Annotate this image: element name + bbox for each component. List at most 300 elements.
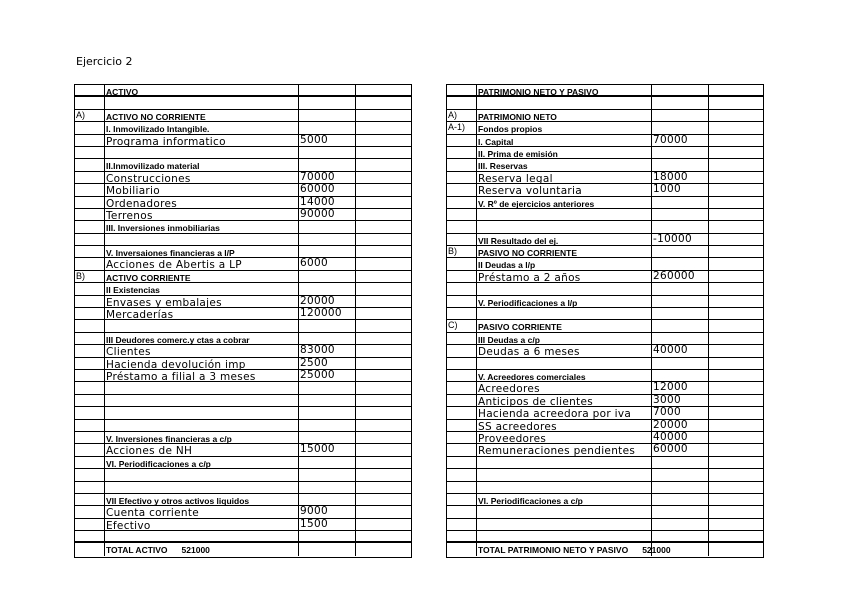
amount-cell: 90000 (299, 209, 356, 220)
activo-row (75, 506, 411, 518)
activo-row (75, 135, 411, 147)
pasivo-row (447, 184, 763, 196)
account-label-text: PASIVO NO CORRIENTE (478, 248, 578, 259)
account-label (477, 258, 652, 269)
pasivo-row (447, 469, 763, 481)
pasivo-row (447, 110, 763, 122)
extra-amount-cell (709, 432, 763, 443)
amount-cell: 25000 (299, 370, 356, 381)
activo-row (75, 420, 411, 432)
pasivo-row (447, 135, 763, 147)
amount-cell: 60000 (652, 444, 709, 455)
account-label (477, 296, 652, 307)
amount-cell (299, 543, 356, 555)
extra-amount-cell (709, 444, 763, 455)
extra-amount-cell (709, 407, 763, 418)
section-code (75, 444, 105, 455)
section-code: B) (75, 271, 105, 282)
activo-row (75, 147, 411, 159)
extra-amount-cell (709, 172, 763, 183)
extra-amount-cell (356, 407, 411, 418)
amount-cell: 20000 (299, 296, 356, 307)
account-label (477, 197, 652, 208)
account-label (105, 308, 299, 322)
account-label (105, 271, 299, 282)
extra-amount-cell (356, 420, 411, 431)
account-label-text: Anticipos de clientes (478, 395, 593, 408)
account-label-text: Construcciones (106, 172, 191, 185)
section-code (75, 234, 105, 245)
account-label (477, 308, 652, 319)
activo-row (75, 358, 411, 370)
amount-cell (652, 197, 709, 208)
account-label-text: TOTAL ACTIVO (106, 545, 168, 556)
amount-cell: 20000 (652, 420, 709, 431)
account-label-text: ACTIVO NO CORRIENTE (106, 111, 206, 122)
pasivo-row (447, 358, 763, 370)
section-code (447, 85, 477, 95)
extra-amount-cell (356, 457, 411, 468)
pasivo-row (447, 333, 763, 345)
extra-amount-cell (356, 519, 411, 530)
section-code (447, 97, 477, 108)
amount-cell: 2500 (299, 358, 356, 369)
account-label-text: VII Efectivo y otros activos liquidos (106, 495, 250, 506)
account-label-text: ACTIVO (106, 87, 139, 97)
extra-amount-cell (356, 209, 411, 220)
pasivo-row (447, 457, 763, 469)
section-code (447, 519, 477, 530)
activo-row (75, 172, 411, 184)
section-code (75, 85, 105, 95)
section-code: A-1) (447, 122, 477, 133)
section-code (447, 382, 477, 393)
extra-amount-cell (356, 543, 411, 555)
amount-cell (652, 370, 709, 381)
account-label (477, 407, 652, 421)
section-code (75, 333, 105, 344)
extra-amount-cell (356, 283, 411, 294)
section-code (75, 197, 105, 208)
account-label (477, 469, 652, 480)
account-label-text: Mobiliario (106, 185, 160, 198)
section-code (447, 197, 477, 208)
activo-row (75, 469, 411, 481)
account-label-text: Acreedores (478, 383, 540, 396)
account-label (105, 197, 299, 208)
section-code (75, 308, 105, 319)
account-label-text: SS acreedores (478, 420, 557, 433)
extra-amount-cell (709, 246, 763, 257)
amount-cell (299, 382, 356, 393)
amount-cell (299, 432, 356, 443)
extra-amount-cell (356, 320, 411, 331)
amount-cell (652, 122, 709, 133)
account-label-text: PATRIMONIO NETO (478, 111, 557, 122)
pasivo-row (447, 296, 763, 308)
pasivo-row (447, 271, 763, 283)
amount-cell (299, 395, 356, 406)
section-code (447, 345, 477, 356)
extra-amount-cell (709, 494, 763, 505)
amount-cell: 70000 (299, 172, 356, 183)
extra-amount-cell (709, 482, 763, 493)
extra-amount-cell (709, 308, 763, 319)
section-code (447, 469, 477, 480)
section-code (75, 296, 105, 307)
extra-amount-cell (709, 506, 763, 517)
amount-cell: 1000 (652, 184, 709, 195)
extra-amount-cell (356, 358, 411, 369)
account-label (105, 85, 299, 95)
amount-cell (299, 320, 356, 331)
extra-amount-cell (709, 122, 763, 133)
activo-row (75, 110, 411, 122)
amount-cell (652, 333, 709, 344)
section-code (75, 494, 105, 505)
account-label (477, 494, 652, 505)
section-code (447, 333, 477, 344)
extra-amount-cell (356, 432, 411, 443)
account-label-text: Terrenos (106, 209, 153, 222)
amount-cell (299, 97, 356, 108)
section-code (447, 494, 477, 505)
account-label-text: Cuenta corriente (106, 507, 200, 520)
extra-amount-cell (356, 370, 411, 381)
amount-cell: 83000 (299, 345, 356, 356)
account-label-text: Préstamo a filial a 3 meses (106, 370, 256, 383)
account-label-text: Efectivo (106, 519, 151, 532)
amount-cell: 9000 (299, 506, 356, 517)
section-code (447, 506, 477, 517)
account-label (105, 469, 299, 480)
amount-cell: 14000 (299, 197, 356, 208)
section-code (75, 506, 105, 517)
activo-row (75, 308, 411, 320)
account-label (477, 531, 652, 541)
account-label-text: Envases y embalajes (106, 296, 222, 309)
account-label-text: PATRIMONIO NETO Y PASIVO (478, 87, 599, 97)
extra-amount-cell (356, 506, 411, 517)
account-label (477, 420, 652, 431)
account-label (477, 209, 652, 220)
amount-cell (652, 358, 709, 369)
pasivo-row (447, 97, 763, 109)
amount-cell: 18000 (652, 172, 709, 183)
account-label-text: Hacienda acreedora por iva (478, 408, 632, 421)
account-label (105, 221, 299, 232)
account-label (477, 85, 652, 95)
account-label (477, 506, 652, 517)
account-label-text: Hacienda devolución imp (106, 358, 246, 371)
account-label (105, 97, 299, 108)
account-label (477, 135, 652, 146)
account-label (105, 234, 299, 245)
section-code (75, 519, 105, 530)
amount-cell (299, 407, 356, 418)
extra-amount-cell (709, 382, 763, 393)
amount-cell (652, 85, 709, 95)
amount-cell (652, 506, 709, 517)
account-label-text: Deudas a 6 meses (478, 346, 580, 359)
account-label-text: Proveedores (478, 432, 547, 445)
account-label-text: III. Inversiones inmobiliarias (106, 223, 220, 234)
extra-amount-cell (356, 122, 411, 133)
extra-amount-cell (356, 271, 411, 282)
activo-row (75, 407, 411, 419)
extra-amount-cell (356, 482, 411, 493)
activo-row (75, 395, 411, 407)
account-label-text: V. Inversiones financieras a c/p (106, 433, 232, 444)
extra-amount-cell (709, 234, 763, 245)
account-label-text: II Deudas a l/p (478, 260, 536, 271)
account-label (105, 135, 299, 146)
section-code (447, 395, 477, 406)
account-label (477, 457, 652, 468)
pasivo-row (447, 444, 763, 456)
section-code: C) (447, 320, 477, 331)
amount-cell (652, 147, 709, 158)
amount-cell: 40000 (652, 345, 709, 356)
extra-amount-cell (709, 147, 763, 158)
pasivo-row (447, 221, 763, 233)
pasivo-row (447, 482, 763, 494)
amount-cell: 3000 (652, 395, 709, 406)
account-label (477, 110, 652, 121)
account-label (105, 209, 299, 220)
account-label (105, 296, 299, 307)
extra-amount-cell (709, 221, 763, 232)
section-code (75, 482, 105, 493)
extra-amount-cell (356, 159, 411, 170)
extra-amount-cell (356, 147, 411, 158)
account-label (477, 234, 652, 245)
extra-amount-cell (356, 395, 411, 406)
extra-amount-cell (356, 333, 411, 344)
pasivo-row (447, 147, 763, 159)
amount-cell (299, 147, 356, 158)
amount-cell (299, 85, 356, 95)
amount-cell (652, 209, 709, 220)
activo-row (75, 320, 411, 332)
section-code (75, 184, 105, 195)
amount-cell (299, 221, 356, 232)
section-code (75, 469, 105, 480)
extra-amount-cell (709, 543, 763, 555)
account-label (477, 246, 652, 257)
section-code (75, 147, 105, 158)
account-label (477, 97, 652, 108)
amount-cell (299, 420, 356, 431)
amount-cell: 12000 (652, 382, 709, 393)
activo-row (75, 271, 411, 283)
activo-row (75, 97, 411, 109)
section-code (75, 407, 105, 418)
account-label (105, 122, 299, 133)
account-label (477, 345, 652, 359)
activo-row (75, 494, 411, 506)
section-code (447, 221, 477, 232)
account-label (105, 543, 299, 555)
section-code (75, 172, 105, 183)
section-code (447, 444, 477, 455)
extra-amount-cell (356, 531, 411, 541)
section-code (447, 258, 477, 269)
section-code (75, 283, 105, 294)
section-code (447, 296, 477, 307)
account-label-text: Acciones de NH (106, 445, 193, 458)
account-label (477, 543, 671, 556)
amount-cell (652, 482, 709, 493)
section-code (447, 135, 477, 146)
account-label (105, 506, 299, 520)
extra-amount-cell (356, 85, 411, 95)
extra-amount-cell (356, 172, 411, 183)
pasivo-row (447, 494, 763, 506)
activo-row (75, 85, 411, 97)
activo-row (75, 184, 411, 196)
pasivo-row (447, 543, 763, 555)
activo-row (75, 258, 411, 270)
account-label-text: I. Inmovilizado Intangible. (106, 124, 210, 135)
section-code (75, 320, 105, 331)
section-code (447, 209, 477, 220)
pasivo-table (446, 84, 764, 558)
section-code (447, 407, 477, 418)
extra-amount-cell (709, 420, 763, 431)
account-label (477, 432, 652, 443)
activo-row (75, 246, 411, 258)
pasivo-row (447, 197, 763, 209)
account-label (105, 407, 299, 418)
section-code (75, 432, 105, 443)
pasivo-row (447, 283, 763, 295)
amount-cell (652, 543, 709, 555)
pasivo-row (447, 382, 763, 394)
section-code (75, 345, 105, 356)
account-label (105, 147, 299, 158)
amount-cell (652, 159, 709, 170)
account-label (477, 519, 652, 530)
section-code (75, 420, 105, 431)
amount-cell (299, 283, 356, 294)
amount-cell: 40000 (652, 432, 709, 443)
account-label-text: III. Reservas (478, 161, 528, 172)
amount-cell: -10000 (652, 234, 709, 245)
section-code (75, 531, 105, 541)
account-label (105, 184, 299, 198)
section-code (75, 209, 105, 220)
extra-amount-cell (356, 308, 411, 319)
section-code (447, 147, 477, 158)
extra-amount-cell (709, 457, 763, 468)
extra-amount-cell (709, 531, 763, 541)
pasivo-row (447, 122, 763, 134)
extra-amount-cell (356, 444, 411, 455)
activo-row (75, 234, 411, 246)
extra-amount-cell (709, 85, 763, 95)
amount-cell: 15000 (299, 444, 356, 455)
amount-cell (299, 234, 356, 245)
pasivo-row (447, 420, 763, 432)
activo-row (75, 457, 411, 469)
extra-amount-cell (709, 258, 763, 269)
account-label-text: V. Periodificaciones a l/p (478, 297, 578, 308)
extra-amount-cell (709, 333, 763, 344)
account-label (105, 320, 299, 331)
section-code (75, 97, 105, 108)
account-label (477, 444, 652, 458)
account-label (105, 370, 299, 381)
amount-cell (652, 320, 709, 331)
extra-amount-cell (709, 159, 763, 170)
account-label-text: III Deudores comerc.y ctas a cobrar (106, 334, 250, 345)
extra-amount-cell (356, 234, 411, 245)
section-code (447, 358, 477, 369)
section-code (75, 457, 105, 468)
extra-amount-cell (709, 320, 763, 331)
account-label-text: PASIVO CORRIENTE (478, 322, 562, 333)
extra-amount-cell (709, 97, 763, 108)
activo-row (75, 345, 411, 357)
pasivo-row (447, 432, 763, 444)
amount-cell (299, 159, 356, 170)
extra-amount-cell (356, 296, 411, 307)
amount-cell: 260000 (652, 271, 709, 282)
account-label (105, 519, 299, 530)
amount-cell: 60000 (299, 184, 356, 195)
amount-cell (299, 246, 356, 257)
account-label-text: Mercaderías (106, 309, 174, 322)
account-label-text: I. Capital (478, 136, 514, 147)
activo-table (74, 84, 412, 558)
section-code (447, 184, 477, 195)
account-label-text: II Existencias (106, 285, 160, 296)
extra-amount-cell (356, 197, 411, 208)
section-code (447, 234, 477, 245)
account-label (105, 159, 299, 170)
amount-cell (652, 296, 709, 307)
section-code: B) (447, 246, 477, 257)
amount-cell: 70000 (652, 135, 709, 146)
account-label (105, 246, 299, 257)
account-label (105, 110, 299, 121)
amount-cell (299, 110, 356, 121)
account-label (105, 345, 299, 359)
account-label-text: V. Acreedores comerciales (478, 371, 586, 382)
account-label (105, 382, 299, 393)
pasivo-row (447, 345, 763, 357)
section-code (75, 246, 105, 257)
activo-row (75, 531, 411, 543)
account-label-text: VI. Periodificaciones a c/p (106, 458, 211, 469)
pasivo-row (447, 506, 763, 518)
extra-amount-cell (709, 197, 763, 208)
account-label (477, 382, 652, 396)
section-code (447, 482, 477, 493)
extra-amount-cell (356, 110, 411, 121)
activo-row (75, 197, 411, 209)
pasivo-row (447, 320, 763, 332)
account-label (477, 358, 652, 369)
section-code (75, 159, 105, 170)
activo-row (75, 543, 411, 555)
amount-cell (652, 258, 709, 269)
account-label-text: II.Inmovilizado material (106, 161, 200, 172)
extra-amount-cell (356, 382, 411, 393)
extra-amount-cell (709, 370, 763, 381)
account-label-text: V. Rº de ejercicios anteriores (478, 198, 595, 209)
